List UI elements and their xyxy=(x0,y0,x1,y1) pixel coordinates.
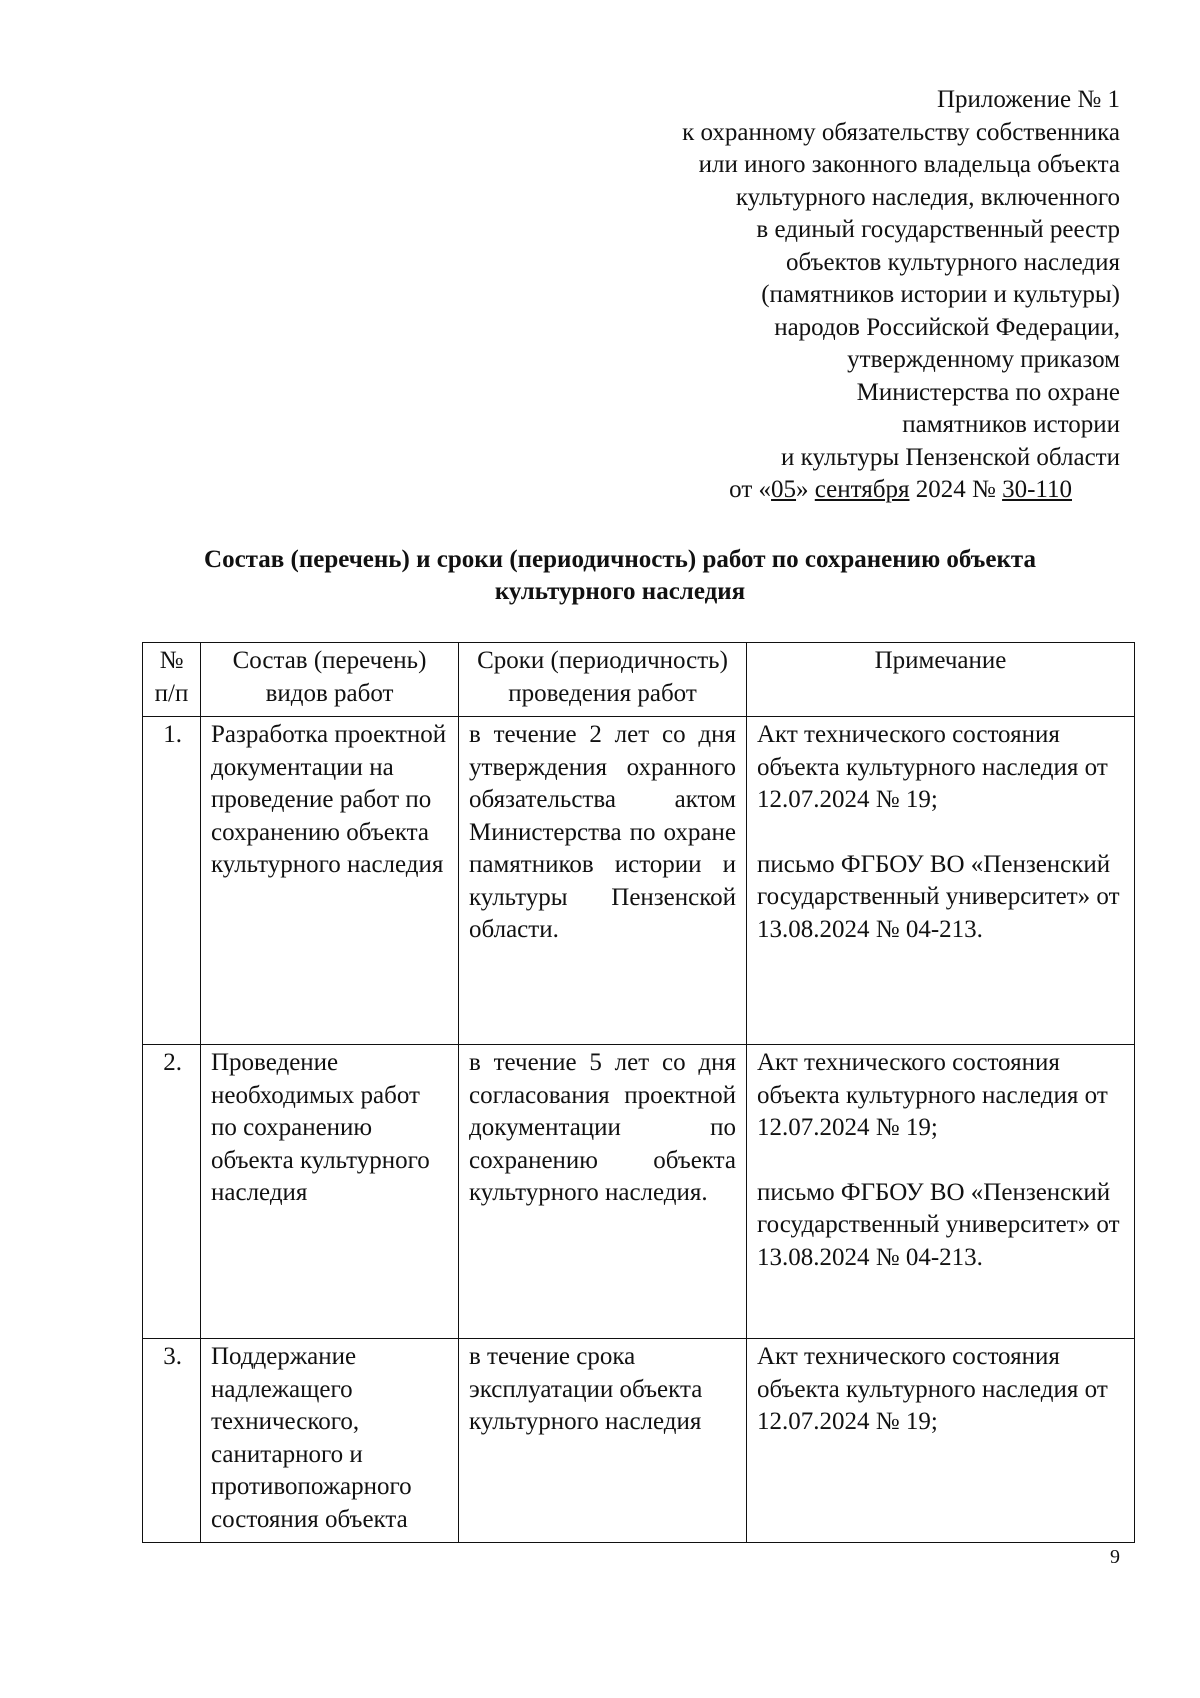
order-number: 30-110 xyxy=(1002,476,1072,503)
row-terms: в течение 2 лет со дня утверждения охранного обязательства актом Министерства по охране памятников истории и культуры Пензенской области. xyxy=(459,717,747,1045)
row-note xyxy=(747,1045,1135,1339)
note-letter: письмо ФГБОУ ВО «Пензенский государственный университет» от 13.08.2024 № 04-213. xyxy=(757,850,1120,943)
date-mid: » xyxy=(796,476,815,503)
header-line: к охранному обязательству собственника xyxy=(682,118,1120,146)
appendix-header xyxy=(682,84,1120,507)
note-act: Акт технического состояния объекта культурного наследия от 12.07.2024 № 19; xyxy=(757,1343,1108,1435)
header-line: культурного наследия, включенного xyxy=(735,183,1120,211)
header-line: памятников истории xyxy=(902,411,1120,438)
order-day: 05 xyxy=(771,476,797,503)
page-number: 9 xyxy=(1110,1546,1120,1568)
order-month: сентября xyxy=(814,476,910,503)
header-line: народов Российской Федерации, xyxy=(774,313,1120,341)
works-table xyxy=(142,642,1135,1543)
note-letter: письмо ФГБОУ ВО «Пензенский государственный университет» от 13.08.2024 № 04-213. xyxy=(757,1178,1120,1271)
row-note xyxy=(747,717,1135,1045)
header-terms: Сроки (периодичность) проведения работ xyxy=(459,643,747,717)
header-composition: Состав (перечень) видов работ xyxy=(201,643,459,717)
header-line: Приложение № 1 xyxy=(936,86,1120,113)
header-line: (памятников истории и культуры) xyxy=(761,281,1120,308)
row-composition: Проведение необходимых работ по сохранению объекта культурного наследия xyxy=(201,1045,459,1339)
header-line: и культуры Пензенской области xyxy=(781,443,1120,471)
row-num: 1. xyxy=(143,717,201,1045)
date-year-no: 2024 № xyxy=(909,476,1003,503)
table-header-row xyxy=(143,643,1135,717)
row-num: 2. xyxy=(143,1045,201,1339)
header-note: Примечание xyxy=(747,643,1135,717)
header-line: утвержденному приказом xyxy=(847,346,1120,373)
date-prefix: от « xyxy=(729,476,772,503)
row-composition: Поддержание надлежащего технического, санитарного и противопожарного состояния объекта xyxy=(201,1339,459,1543)
row-note xyxy=(747,1339,1135,1543)
header-num: № п/п xyxy=(143,643,201,717)
title-line-2: культурного наследия xyxy=(494,578,746,605)
row-terms: в течение 5 лет со дня согласования проектной документации по сохранению объекта культурного наследия. xyxy=(459,1045,747,1339)
row-terms: в течение срока эксплуатации объекта культурного наследия xyxy=(459,1339,747,1543)
row-composition: Разработка проектной документации на проведение работ по сохранению объекта культурного наследия xyxy=(201,717,459,1045)
table-row xyxy=(143,1045,1135,1339)
document-title xyxy=(130,544,1110,608)
header-line: или иного законного владельца объекта xyxy=(698,151,1120,178)
row-num: 3. xyxy=(143,1339,201,1543)
header-line: Министерства по охране xyxy=(856,378,1120,406)
table-row xyxy=(143,1339,1135,1543)
note-act: Акт технического состояния объекта культурного наследия от 12.07.2024 № 19; xyxy=(757,721,1108,813)
order-date-line xyxy=(682,474,1120,507)
table-row xyxy=(143,717,1135,1045)
title-line-1: Состав (перечень) и сроки (периодичность) работ по сохранению объекта xyxy=(204,546,1036,573)
header-line: в единый государственный реестр xyxy=(756,216,1120,243)
note-act: Акт технического состояния объекта культурного наследия от 12.07.2024 № 19; xyxy=(757,1049,1108,1141)
header-line: объектов культурного наследия xyxy=(786,248,1120,276)
